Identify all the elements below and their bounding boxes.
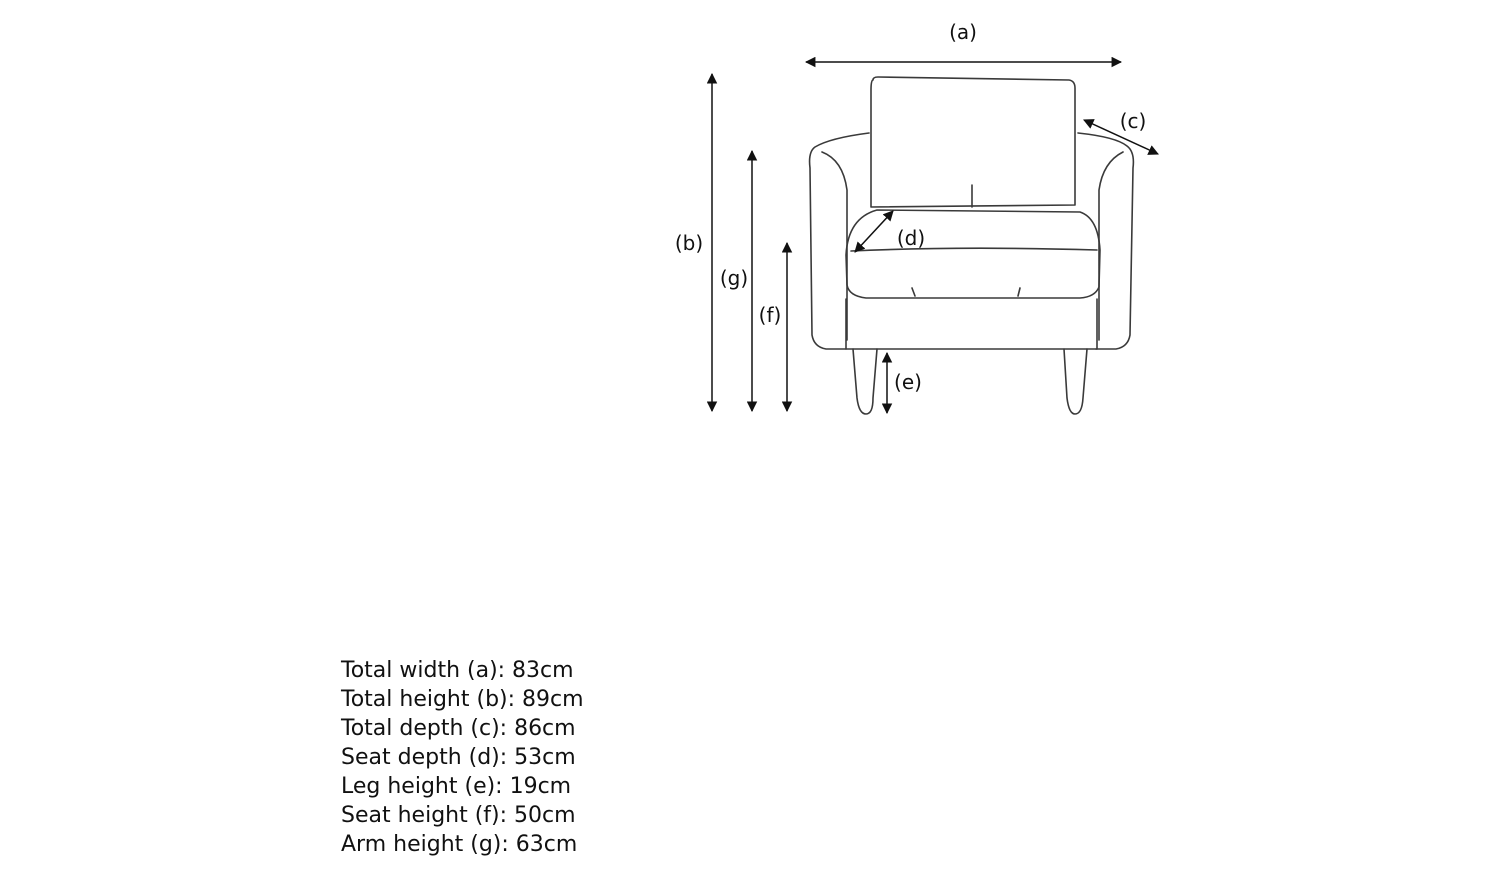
spec-total-width: Total width (a): 83cm (341, 658, 574, 683)
spec-seat-depth: Seat depth (d): 53cm (341, 745, 576, 770)
dimension-label-a: (a) (949, 20, 977, 44)
spec-total-height: Total height (b): 89cm (341, 687, 584, 712)
dimension-label-f: (f) (758, 303, 782, 327)
spec-leg-height: Leg height (e): 19cm (341, 774, 572, 799)
armchair-outline (810, 77, 1134, 414)
dimension-label-e: (e) (894, 370, 922, 394)
left-arm-inner (822, 152, 847, 340)
spec-arm-height: Arm height (g): 63cm (341, 832, 578, 857)
spec-seat-height: Seat height (f): 50cm (341, 803, 576, 828)
dimension-label-c: (c) (1119, 109, 1147, 133)
right-leg (1064, 349, 1087, 414)
dimension-arrow-d (855, 211, 893, 252)
seat-cushion-tuft (912, 288, 1020, 296)
base-rail (846, 299, 1097, 349)
dimension-label-d: (d) (896, 226, 926, 250)
right-arm (1078, 133, 1133, 349)
right-arm-inner (1099, 152, 1123, 340)
backrest (871, 77, 1075, 207)
dimension-label-g: (g) (719, 266, 749, 290)
seat-cushion-front (851, 248, 1097, 251)
left-leg (853, 349, 877, 414)
dimension-spec-list (341, 656, 584, 859)
spec-total-depth: Total depth (c): 86cm (341, 716, 576, 741)
dimension-label-b: (b) (674, 231, 704, 255)
seat-cushion (846, 210, 1100, 298)
